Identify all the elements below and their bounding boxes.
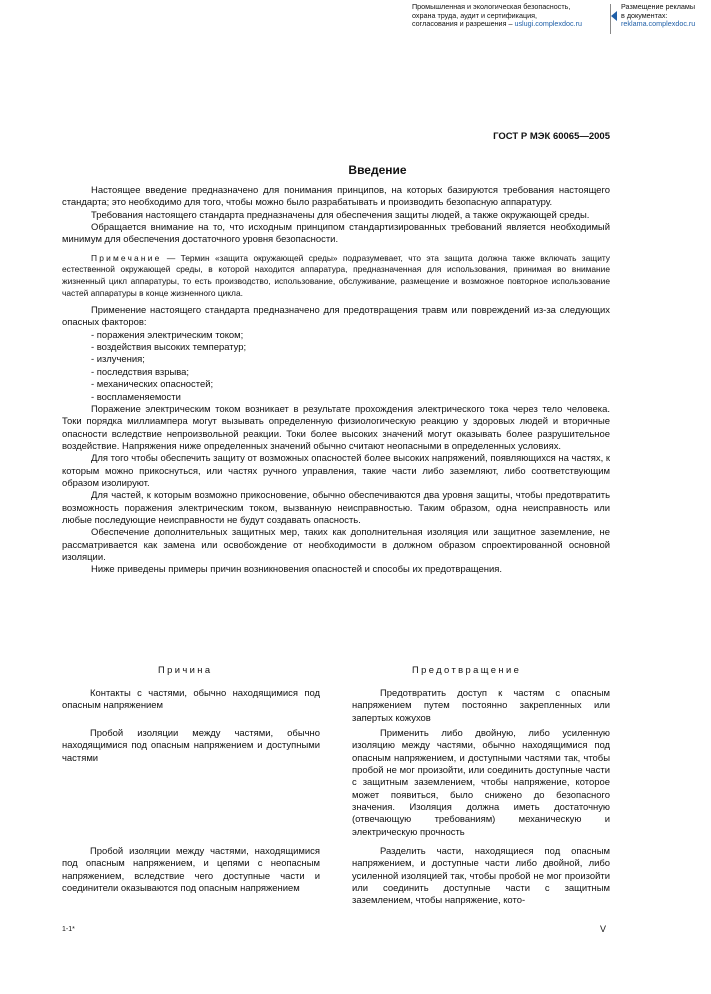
paragraph: Обращается внимание на то, что исходным принципом стандартизированных требований является необходимый минимум для обеспечения достаточного уровня безопасности. <box>62 222 610 246</box>
paragraph: Для частей, к которым возможно прикосновение, обычно обеспечиваются два уровня защиты, чтобы предотвратить возможность поражения электрическим током, вызванную неисправностью. Таким образом, одна неисправность или любые последующие неисправности не будут создавать опасность. <box>62 490 610 526</box>
list-item: - последствия взрыва; <box>91 366 190 378</box>
main-text <box>62 185 610 577</box>
header-services-line: согласования и разрешения – uslugi.complexdoc.ru <box>412 19 582 29</box>
paragraph: Обеспечение дополнительных защитных мер, таких как дополнительная изоляция или защитное заземление, не рассматривается как замена или освобождение от необходимости в должном образом спроектированной основной изоляции. <box>62 527 610 563</box>
cause-cell <box>62 846 320 895</box>
advert-link[interactable]: reklama.complexdoc.ru <box>621 19 696 29</box>
paragraph: Для того чтобы обеспечить защиту от возможных опасностей более высоких напряжений, появляющихся на частях, к которым можно прикоснуться, или частях ручного управления, такие части либо заземляют, либо соответствующим образом изолируют. <box>62 453 610 489</box>
prevention-text: Применить либо двойную, либо усиленную изоляцию между частями, обычно находящимися под опасным напряжением, и доступными частями так, чтобы пробой не мог произойти, или соединить доступные части с защитным заземлением, чтобы напряжение, которое может появиться, было снижено до безопасного значения. Изоляция должна иметь достаточную (отвечающую требованиям) механическую и электрическую прочность <box>352 728 610 838</box>
list-item: - воздействия высоких температур; <box>91 342 247 354</box>
header-advert-line: в документах: <box>621 10 668 20</box>
list-item: - поражения электрическим током; <box>91 329 244 341</box>
prevention-cell <box>352 728 610 839</box>
cause-cell <box>62 688 320 713</box>
paragraph: Требования настоящего стандарта предназначены для обеспечения защиты людей, а также окружающей среды. <box>91 209 590 221</box>
cause-text: Контакты с частями, обычно находящимися под опасным напряжением <box>62 688 320 712</box>
paragraph: Ниже приведены примеры причин возникновения опасностей и способы их предотвращения. <box>91 564 502 576</box>
prevention-cell <box>352 846 610 908</box>
services-link[interactable]: uslugi.complexdoc.ru <box>514 19 582 29</box>
header-advert-line: Размещение рекламы <box>621 2 696 11</box>
document-code: ГОСТ Р МЭК 60065—2005 <box>493 131 610 142</box>
cause-text: Пробой изоляции между частями, обычно находящимися под опасным напряжением и доступными частями <box>62 728 320 764</box>
header-services-line: охрана труда, аудит и сертификация, <box>412 10 537 20</box>
header-services-line: Промышленная и экологическая безопасность, <box>412 2 571 11</box>
paragraph: Настоящее введение предназначено для понимания принципов, на которых базируются требования настоящего стандарта; это необходимо для того, чтобы можно было разрабатывать и производить безопасную аппаратуру. <box>62 185 610 209</box>
note-text: — Термин «защита окружающей среды» подразумевает, что эта защита должна также включать защиту естественной окружающей среды, в которой находится аппаратура, предназначенная для использования, принимая во внимание жизненный цикл аппаратуры, то есть производство, использование, обслуживание, размещение и возможное повторное использование частей аппаратуры в конце жизненного цикла. <box>62 252 610 298</box>
list-item: - излучения; <box>91 354 145 366</box>
prevention-text: Разделить части, находящиеся под опасным напряжением, и доступные части либо двойной, либо усиленной изоляцией так, чтобы пробой не мог произойти или соединить доступные части с защитным заземлением, чтобы напряжение, кото- <box>352 846 610 907</box>
paragraph: Поражение электрическим током возникает в результате прохождения электрического тока через тело человека. Токи порядка миллиампера могут вызывать определенную физиологическую реакцию у здоровых людей и вторичные опасности вследствие непроизвольной реакции. Токи более высоких значений могут оказывать более разрушительное воздействие. Напряжения ниже определенных значений обычно считают неопасными в определенных условиях. <box>62 403 610 452</box>
list-item: - воспламеняемости <box>91 391 181 403</box>
header-advert <box>621 3 711 29</box>
page-number: V <box>600 924 607 934</box>
note-label: Примечание <box>91 252 162 263</box>
page-title: Введение <box>348 163 407 177</box>
paragraph: Применение настоящего стандарта предназначено для предотвращения травм или повреждений из-за следующих опасных факторов: <box>62 305 610 329</box>
cause-cell <box>62 728 320 765</box>
prevention-text: Предотвратить доступ к частям с опасным напряжением путем постоянно закрепленных или запертых кожухов <box>352 688 610 724</box>
prevention-column-header: Предотвращение <box>412 664 522 675</box>
list-item: - механических опасностей; <box>91 379 214 391</box>
note <box>62 253 610 299</box>
cause-column-header: Причина <box>158 664 213 675</box>
header-services <box>412 3 602 29</box>
cause-text: Пробой изоляции между частями, находящимися под опасным напряжением, и цепями с неопасным напряжением, вследствие чего доступные части и соединители оказываются под опасным напряжением <box>62 846 320 895</box>
prevention-cell <box>352 688 610 725</box>
print-tag: 1-1* <box>62 926 75 933</box>
arrow-left-icon <box>611 11 617 21</box>
